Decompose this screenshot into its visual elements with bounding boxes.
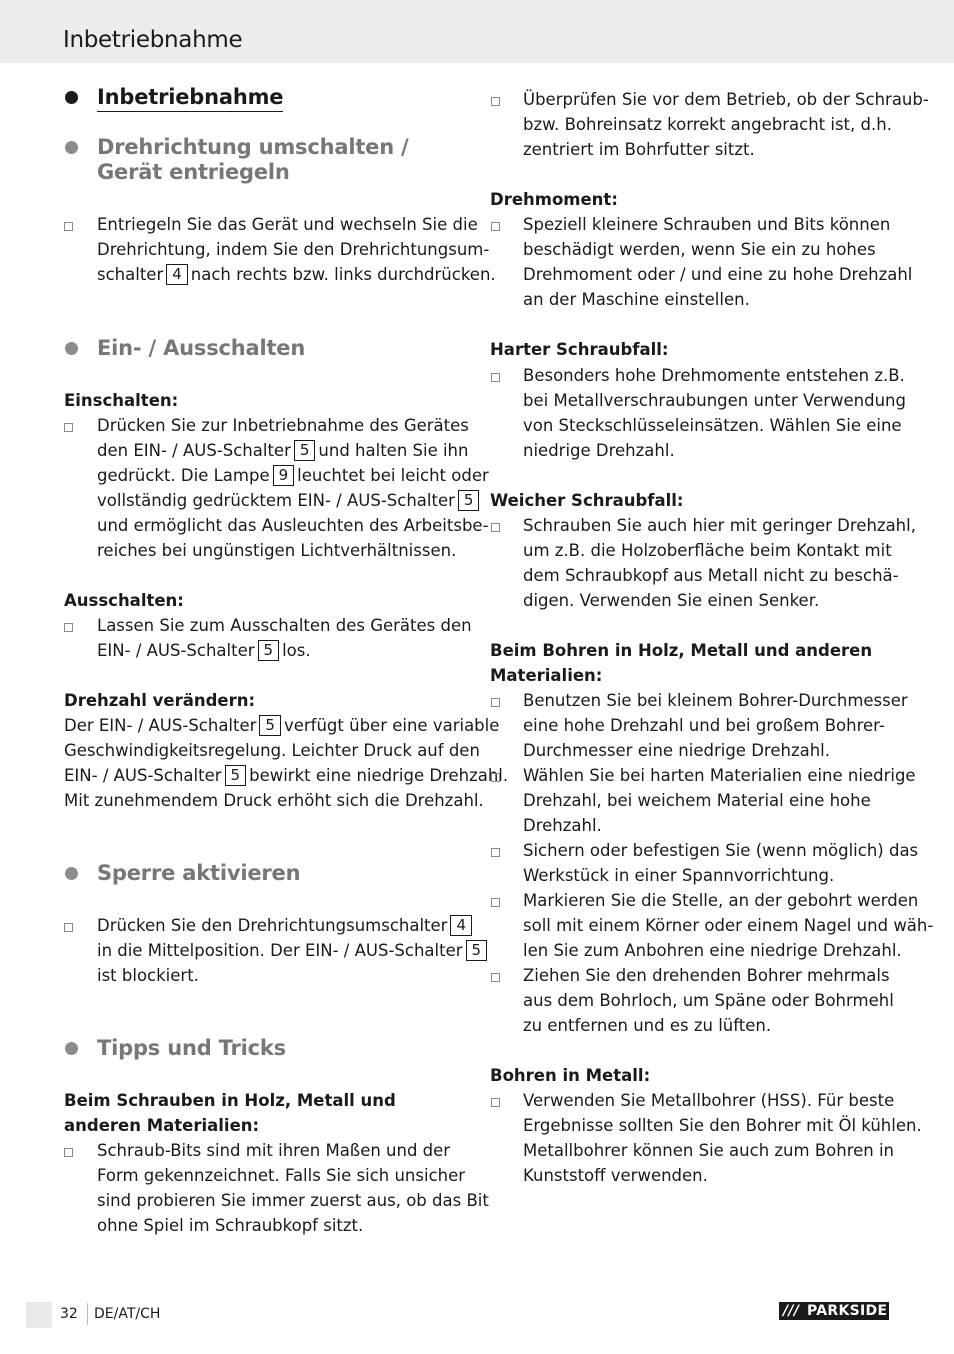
part-ref: 5 [466, 940, 488, 961]
list-item: Überprüfen Sie vor dem Betrieb, ob der Schraub- bzw. Bohreinsatz korrekt angebracht ist, d.h. zentriert im Bohrfutter sitzt. [523, 90, 929, 159]
page-title: Inbetriebnahme [63, 27, 243, 53]
section-heading-sperre: Sperre aktivieren [97, 861, 301, 885]
part-ref: 5 [259, 715, 281, 736]
list-item: Besonders hohe Drehmomente entstehen z.B. bei Metallverschraubungen unter Verwendung von Steckschlüsseleinsätzen. Wählen Sie eine niedrige Drehzahl. [523, 366, 906, 460]
part-ref: 9 [273, 465, 295, 486]
section-heading-ein-aus: Ein- / Ausschalten [97, 336, 306, 360]
section-heading-drehrichtung: Drehrichtung umschalten / Gerät entriegeln [97, 135, 409, 184]
list-item: Wählen Sie bei harten Materialien eine niedrige Drehzahl, bei weichem Material eine hohe Drehzahl. [523, 766, 916, 835]
list-item: Lassen Sie zum Ausschalten des Gerätes den EIN- / AUS-Schalter 5 los. [97, 616, 472, 660]
list-item: Ziehen Sie den drehenden Bohrer mehrmals aus dem Bohrloch, um Späne oder Bohrmehl zu entfernen und es zu lüften. [523, 966, 894, 1035]
footer-divider [87, 1303, 88, 1325]
region-label: DE/AT/CH [94, 1306, 161, 1322]
heading-bullet-icon [65, 91, 78, 104]
subheading-einschalten: Einschalten: [64, 391, 179, 410]
section-heading-tipps: Tipps und Tricks [97, 1036, 286, 1060]
checkbox-bullet-icon [491, 848, 500, 857]
section-bullet-icon [65, 342, 78, 355]
part-ref: 4 [450, 915, 472, 936]
checkbox-bullet-icon [491, 1098, 500, 1107]
list-item: Schraub-Bits sind mit ihren Maßen und der Form gekennzeichnet. Falls Sie sich unsicher sind probieren Sie immer zuerst aus, ob das Bit ohne Spiel im Schraubkopf sitzt. [97, 1141, 489, 1235]
logo-text: PARKSIDE [807, 1303, 888, 1319]
checkbox-bullet-icon [491, 97, 500, 106]
part-ref: 5 [458, 490, 480, 511]
list-item: Drücken Sie zur Inbetriebnahme des Gerätes den EIN- / AUS-Schalter 5 und halten Sie ihn gedrückt. Die Lampe 9 leuchtet bei leicht oder vollständig gedrücktem EIN- / AUS-Schalter 5 und ermöglicht das Ausleuchten des Arbeitsbe- reiches bei ungünstigen Lichtverhältnissen. [97, 416, 489, 560]
checkbox-bullet-icon [491, 898, 500, 907]
checkbox-bullet-icon [491, 373, 500, 382]
list-item: Benutzen Sie bei kleinem Bohrer-Durchmesser eine hohe Drehzahl und bei großem Bohrer- Durchmesser eine niedrige Drehzahl. [523, 691, 908, 760]
subheading-ausschalten: Ausschalten: [64, 591, 184, 610]
list-item: Markieren Sie die Stelle, an der gebohrt werden soll mit einem Körner oder einem Nagel und wäh- len Sie zum Anbohren eine niedrige Drehzahl. [523, 891, 934, 960]
checkbox-bullet-icon [64, 1148, 73, 1157]
section-bullet-icon [65, 867, 78, 880]
checkbox-bullet-icon [491, 773, 500, 782]
part-ref: 5 [294, 440, 316, 461]
subheading-weicher: Weicher Schraubfall: [490, 491, 684, 510]
subheading-drehmoment: Drehmoment: [490, 190, 618, 209]
subheading-metall: Bohren in Metall: [490, 1066, 651, 1085]
part-ref: 5 [225, 765, 247, 786]
checkbox-bullet-icon [491, 973, 500, 982]
list-item: Entriegeln Sie das Gerät und wechseln Sie die Drehrichtung, indem Sie den Drehrichtungsum- schalter 4 nach rechts bzw. links durchdrücken. [97, 215, 496, 284]
logo-stripes-icon: /// [783, 1303, 800, 1319]
main-heading: Inbetriebnahme [97, 85, 283, 109]
section-bullet-icon [65, 141, 78, 154]
part-ref: 4 [166, 264, 188, 285]
subheading-harter: Harter Schraubfall: [490, 340, 669, 359]
subheading-bohren: Beim Bohren in Holz, Metall und anderen Materialien: [490, 641, 873, 685]
checkbox-bullet-icon [491, 698, 500, 707]
list-item: Sichern oder befestigen Sie (wenn möglich) das Werkstück in einer Spannvorrichtung. [523, 841, 919, 885]
subheading-schrauben: Beim Schrauben in Holz, Metall und anderen Materialien: [64, 1091, 396, 1135]
subheading-drehzahl: Drehzahl verändern: [64, 691, 256, 710]
checkbox-bullet-icon [64, 423, 73, 432]
checkbox-bullet-icon [64, 923, 73, 932]
list-item: Speziell kleinere Schrauben und Bits können beschädigt werden, wenn Sie ein zu hohes Drehmoment oder / und eine zu hohe Drehzahl an der Maschine einstellen. [523, 215, 913, 309]
paragraph: Der EIN- / AUS-Schalter 5 verfügt über eine variable Geschwindigkeitsregelung. Leichter Druck auf den EIN- / AUS-Schalter 5 bewirkt eine niedrige Drehzahl. Mit zunehmendem Druck erhöht sich die Drehzahl. [64, 716, 509, 810]
parkside-logo [779, 1302, 889, 1320]
checkbox-bullet-icon [491, 523, 500, 532]
checkbox-bullet-icon [64, 222, 73, 231]
footer-marker [26, 1302, 52, 1328]
list-item: Verwenden Sie Metallbohrer (HSS). Für beste Ergebnisse sollten Sie den Bohrer mit Öl kühlen. Metallbohrer können Sie auch zum Bohren in Kunststoff verwenden. [523, 1091, 922, 1185]
checkbox-bullet-icon [491, 222, 500, 231]
part-ref: 5 [258, 640, 280, 661]
page-number: 32 [60, 1306, 78, 1322]
list-item: Drücken Sie den Drehrichtungsumschalter 4 in die Mittelposition. Der EIN- / AUS-Schalter 5 ist blockiert. [97, 913, 490, 988]
checkbox-bullet-icon [64, 623, 73, 632]
list-item: Schrauben Sie auch hier mit geringer Drehzahl, um z.B. die Holzoberfläche beim Kontakt mit dem Schraubkopf aus Metall nicht zu beschä- digen. Verwenden Sie einen Senker. [523, 516, 916, 610]
section-bullet-icon [65, 1042, 78, 1055]
